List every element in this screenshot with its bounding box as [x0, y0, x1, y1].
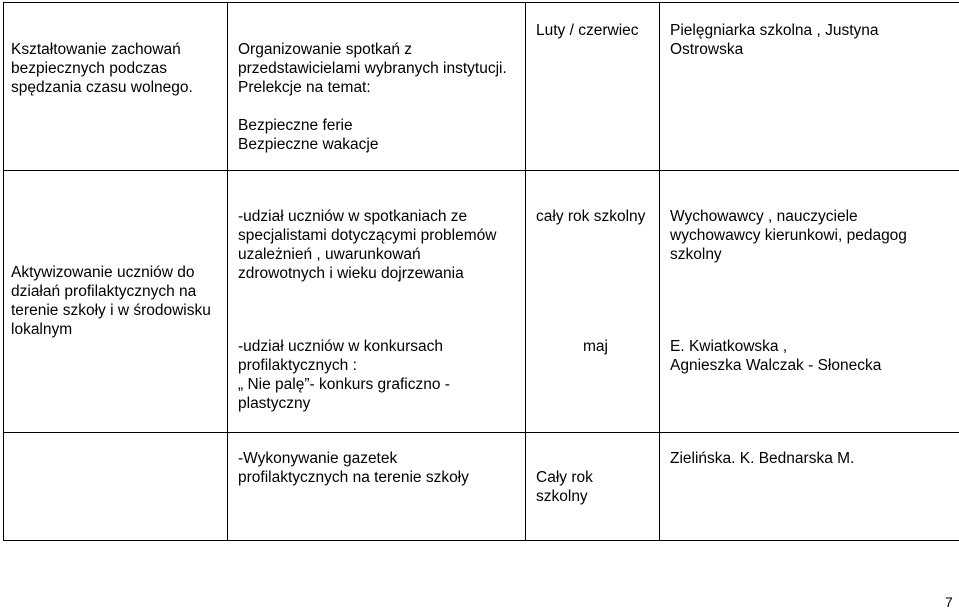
table-border-left: [3, 2, 4, 541]
action-cell-extra: Bezpieczne ferie Bezpieczne wakacje: [238, 117, 379, 153]
responsible-cell: Wychowawcy , nauczyciele wychowawcy kierunkowi, pedagog szkolny: [670, 208, 907, 263]
table-border-bottom: [3, 540, 959, 541]
row-divider: [3, 170, 959, 171]
goal-cell: Aktywizowanie uczniów do działań profilaktycznych na terenie szkoły i w środowisku lokalnym: [11, 264, 211, 338]
term-cell: Cały rok szkolny: [536, 469, 593, 505]
column-divider: [227, 2, 228, 541]
table-border-top: [3, 2, 959, 3]
page-number: 7: [945, 594, 953, 610]
term-cell: Luty / czerwiec: [536, 22, 639, 39]
row-divider: [3, 432, 959, 433]
action-cell: -Wykonywanie gazetek profilaktycznych na terenie szkoły: [238, 450, 469, 486]
term-cell: maj: [583, 338, 608, 355]
column-divider: [659, 2, 660, 541]
action-cell: Organizowanie spotkań z przedstawicielami wybranych instytucji. Prelekcje na temat:: [238, 41, 507, 96]
responsible-cell: Pielęgniarka szkolna , Justyna Ostrowska: [670, 22, 879, 58]
term-cell: cały rok szkolny: [536, 208, 646, 225]
action-cell: -udział uczniów w konkursach profilaktycznych : „ Nie palę”- konkurs graficzno - plastyczny: [238, 338, 450, 412]
column-divider: [525, 2, 526, 541]
responsible-cell: E. Kwiatkowska , Agnieszka Walczak - Słonecka: [670, 338, 882, 374]
goal-cell: Kształtowanie zachowań bezpiecznych podczas spędzania czasu wolnego.: [11, 41, 193, 96]
action-cell: -udział uczniów w spotkaniach ze specjalistami dotyczącymi problemów uzależnień , uwarunkowań zdrowotnych i wieku dojrzewania: [238, 208, 497, 282]
responsible-cell: Zielińska. K. Bednarska M.: [670, 450, 855, 467]
